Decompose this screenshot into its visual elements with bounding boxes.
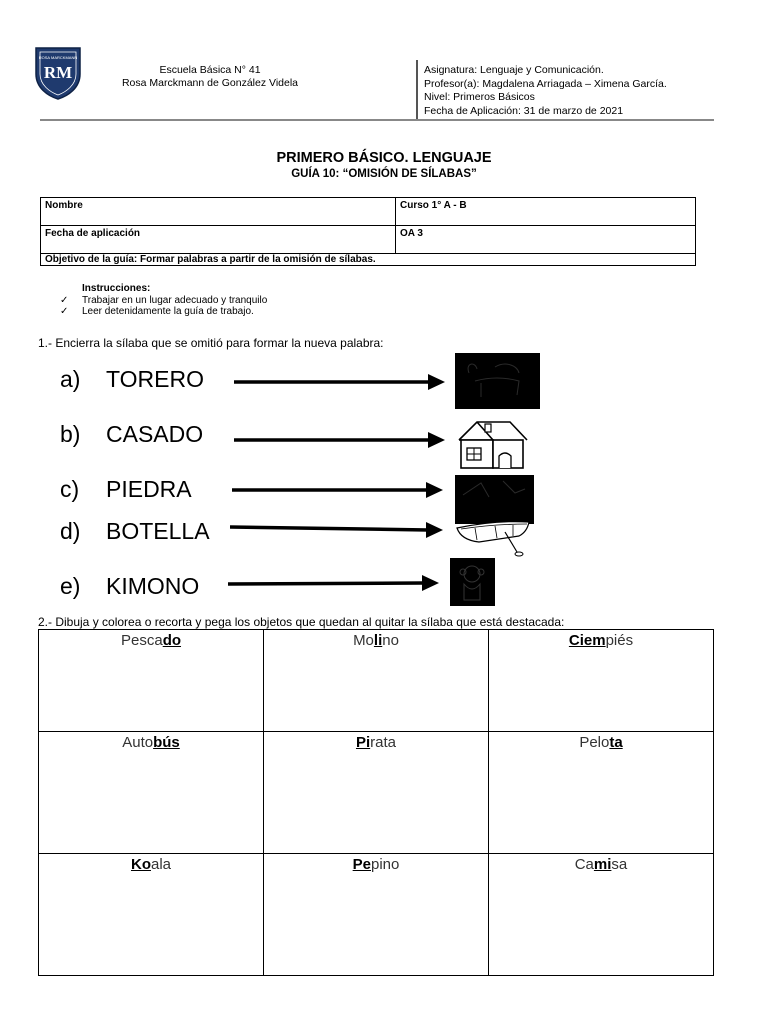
check-icon: ✓ bbox=[60, 306, 69, 317]
date-field[interactable] bbox=[41, 226, 396, 254]
exercise-1-item: e) KIMONO bbox=[60, 573, 200, 599]
objective-text: Objetivo de la guía: Formar palabras a partir de la omisión de sílabas. bbox=[45, 254, 376, 265]
name-label: Nombre bbox=[45, 200, 83, 211]
instructions-heading: Instrucciones: bbox=[82, 283, 151, 294]
instruction-item: ✓ Trabajar en un lugar adecuado y tranquilo bbox=[60, 294, 268, 306]
highlighted-syllable: Pi bbox=[355, 734, 371, 751]
header-divider bbox=[416, 60, 418, 120]
arrow-icon bbox=[232, 481, 444, 499]
arrow-icon bbox=[234, 431, 446, 449]
monkey-image bbox=[450, 558, 495, 606]
highlighted-syllable: mi bbox=[593, 856, 612, 873]
item-word[interactable]: BOTELLA bbox=[106, 518, 210, 544]
highlighted-syllable: do bbox=[162, 632, 182, 649]
school-logo bbox=[32, 44, 84, 100]
course-info bbox=[424, 64, 667, 118]
highlighted-syllable: Ciem bbox=[568, 632, 606, 649]
grid-cell[interactable]: Autobús bbox=[39, 732, 264, 854]
exercise-1-prompt: 1.- Encierra la sílaba que se omitió para formar la nueva palabra: bbox=[38, 336, 384, 350]
drawing-grid bbox=[38, 629, 714, 976]
exercise-1-item: c) PIEDRA bbox=[60, 476, 192, 502]
svg-text:RM: RM bbox=[43, 63, 73, 82]
teachers-text: Profesor(a): Magdalena Arriagada – Ximena García. bbox=[424, 77, 667, 90]
exercise-2-prompt: 2.- Dibuja y colorea o recorta y pega los objetos que quedan al quitar la sílaba que está destacada: bbox=[38, 615, 565, 629]
item-word[interactable]: PIEDRA bbox=[106, 476, 192, 502]
house-image bbox=[455, 418, 530, 470]
student-info-table bbox=[40, 197, 696, 266]
grid-cell[interactable]: Pescado bbox=[39, 630, 264, 732]
item-word[interactable]: CASADO bbox=[106, 421, 204, 447]
highlighted-syllable: li bbox=[373, 632, 383, 649]
grid-cell[interactable]: Camisa bbox=[489, 854, 714, 976]
grid-cell[interactable]: Pelota bbox=[489, 732, 714, 854]
school-line-2: Rosa Marckmann de González Videla bbox=[121, 77, 299, 89]
highlighted-syllable: Ko bbox=[130, 856, 151, 873]
bull-image bbox=[455, 353, 540, 409]
header-rule bbox=[40, 119, 714, 121]
exercise-1-item: b) CASADO bbox=[60, 421, 204, 447]
svg-text:ROSA MARCKMANN: ROSA MARCKMANN bbox=[38, 55, 78, 60]
objective-row bbox=[41, 254, 696, 266]
page-subtitle: GUÍA 10: “OMISIÓN DE SÍLABAS” bbox=[291, 168, 477, 180]
course-field bbox=[396, 198, 696, 226]
highlighted-syllable: bús bbox=[153, 734, 180, 751]
grid-cell[interactable]: Molino bbox=[264, 630, 489, 732]
instruction-item: ✓ Leer detenidamente la guía de trabajo. bbox=[60, 306, 254, 317]
school-line-1: Escuela Básica N° 41 bbox=[159, 64, 261, 76]
oa-label: OA 3 bbox=[400, 228, 423, 239]
oa-field bbox=[396, 226, 696, 254]
arrow-icon bbox=[228, 575, 440, 593]
exercise-1-item: d) BOTELLA bbox=[60, 518, 210, 544]
date-label: Fecha de aplicación bbox=[45, 228, 141, 239]
course-label: Curso 1° A - B bbox=[400, 200, 467, 211]
name-field[interactable] bbox=[41, 198, 396, 226]
item-word[interactable]: TORERO bbox=[106, 366, 204, 392]
item-word[interactable]: KIMONO bbox=[106, 573, 200, 599]
grid-cell[interactable]: Ciempiés bbox=[489, 630, 714, 732]
subject-text: Asignatura: Lenguaje y Comunicación. bbox=[424, 64, 604, 76]
grid-cell[interactable]: Pirata bbox=[264, 732, 489, 854]
arrow-icon bbox=[234, 373, 446, 391]
page-title: PRIMERO BÁSICO. LENGUAJE bbox=[276, 150, 492, 166]
highlighted-syllable: ta bbox=[609, 734, 623, 751]
level-text: Nivel: Primeros Básicos bbox=[424, 91, 535, 103]
grid-cell[interactable]: Pepino bbox=[264, 854, 489, 976]
school-name bbox=[90, 64, 330, 90]
arrow-icon bbox=[230, 520, 444, 538]
exercise-1-item: a) TORERO bbox=[60, 366, 204, 392]
grid-cell[interactable]: Koala bbox=[39, 854, 264, 976]
date-text: Fecha de Aplicación: 31 de marzo de 2021 bbox=[424, 104, 624, 117]
check-icon: ✓ bbox=[60, 294, 69, 306]
highlighted-syllable: Pe bbox=[352, 856, 371, 873]
boat-image bbox=[455, 516, 533, 558]
instructions bbox=[60, 283, 268, 318]
